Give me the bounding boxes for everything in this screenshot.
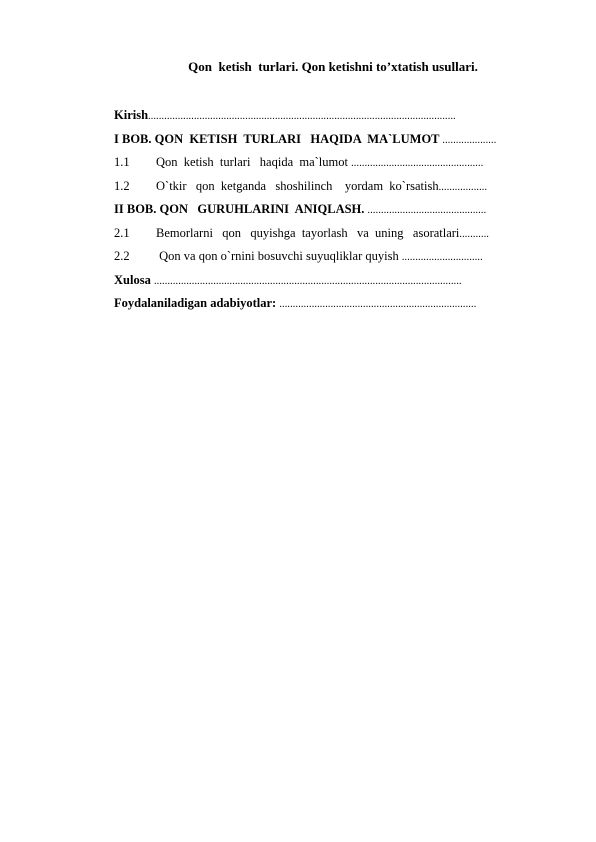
toc-item-label: Foydalaniladigan adabiyotlar:: [114, 296, 280, 310]
toc-item-number: 2.2: [114, 249, 130, 263]
toc-item-label: I BOB. QON KETISH TURLARI HAQIDA MA`LUMOT: [114, 131, 443, 146]
toc-item-bob-1: [114, 128, 554, 152]
toc-item-label: Bemorlarni qon quyishga tayorlash va uning asoratlari: [156, 225, 460, 240]
toc-item-xulosa: [114, 269, 554, 293]
toc-item-kirish: [114, 104, 554, 128]
toc-item-leader: .................................................: [351, 158, 484, 169]
toc-item-leader: ..............................: [401, 252, 483, 263]
toc-item-label: II BOB. QON GURUHLARINI ANIQLASH.: [114, 202, 368, 216]
toc-item-label: Qon va qon o`rnini bosuvchi suyuqliklar quyish: [156, 249, 402, 263]
toc-item-label: Qon ketish turlari haqida ma`lumot: [156, 155, 352, 169]
toc-item-2-1: [114, 222, 554, 246]
page-title: Qon ketish turlari. Qon ketishni to’xtatish usullari.: [188, 59, 478, 74]
toc-item-leader: ..................................................................................................................: [148, 111, 456, 122]
toc-item-label: O`tkir qon ketganda shoshilinch yordam ko`rsatish: [156, 178, 439, 193]
toc-item-leader: ............................................: [367, 205, 487, 216]
toc-item-adabiyotlar: [114, 292, 554, 316]
toc-item-bob-2: [114, 198, 554, 222]
toc-item-leader: ....................: [442, 134, 497, 146]
toc-item-leader: .........................................................................: [279, 299, 477, 310]
toc-item-leader: ...........: [459, 228, 490, 240]
toc-item-label: Kirish: [114, 108, 149, 122]
toc-item-leader: ..................................................................................................................: [153, 275, 462, 287]
toc-item-number: 2.1: [114, 225, 130, 240]
toc-item-number: 1.1: [114, 155, 130, 169]
toc-item-leader: ..................: [438, 181, 488, 193]
toc-item-2-2: [114, 245, 554, 269]
table-of-contents: [114, 104, 554, 316]
toc-item-label: Xulosa: [114, 272, 154, 287]
toc-item-1-1: [114, 151, 554, 175]
toc-item-number: 1.2: [114, 178, 130, 193]
toc-item-1-2: [114, 175, 554, 199]
